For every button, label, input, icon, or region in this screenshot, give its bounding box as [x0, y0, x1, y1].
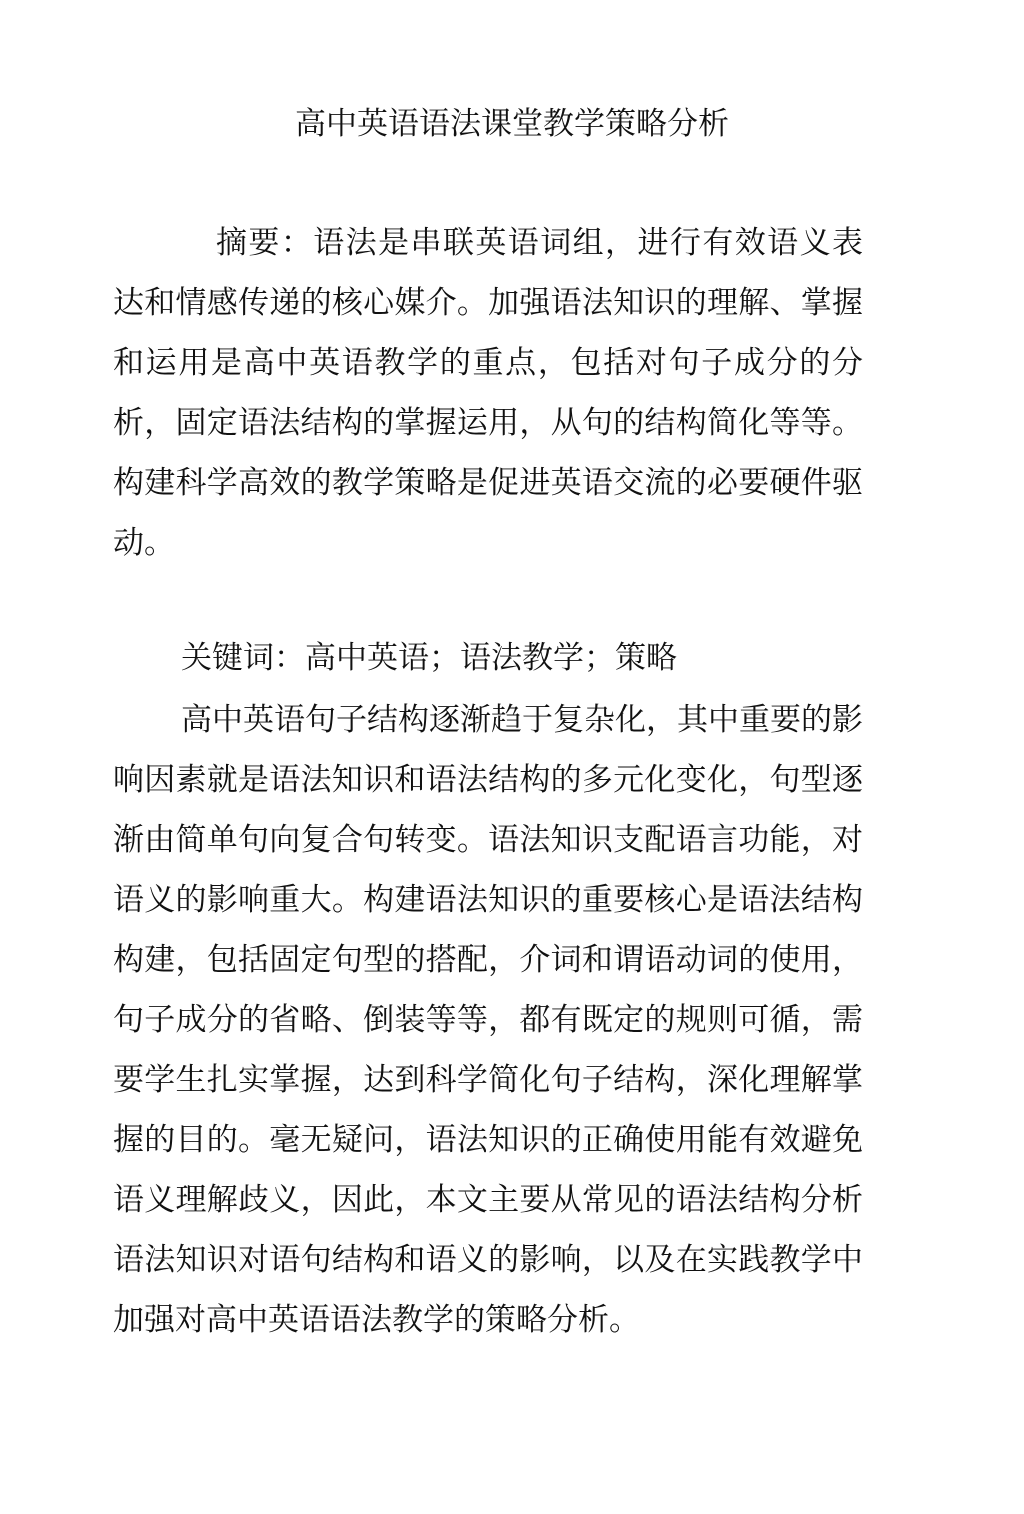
keywords-line: 关键词：高中英语；语法教学；策略	[181, 640, 677, 676]
abstract-paragraph: 摘要：语法是串联英语词组，进行有效语义表达和情感传递的核心媒介。加强语法知识的理解、掌握和运用是高中英语教学的重点，包括对句子成分的分析，固定语法结构的掌握运用，从句的结构简化等等。构建科学高效的教学策略是促进英语交流的必要硬件驱动。	[113, 225, 863, 561]
body-paragraph: 高中英语句子结构逐渐趋于复杂化，其中重要的影响因素就是语法知识和语法结构的多元化变化，句型逐渐由简单句向复合句转变。语法知识支配语言功能，对语义的影响重大。构建语法知识的重要核心是语法结构构建，包括固定句型的搭配，介词和谓语动词的使用，句子成分的省略、倒装等等，都有既定的规则可循，需要学生扎实掌握，达到科学简化句子结构，深化理解掌握的目的。毫无疑问，语法知识的正确使用能有效避免语义理解歧义，因此，本文主要从常见的语法结构分析语法知识对语句结构和语义的影响，以及在实践教学中加强对高中英语语法教学的策略分析。	[113, 702, 863, 1338]
document-title: 高中英语语法课堂教学策略分析	[295, 106, 729, 142]
